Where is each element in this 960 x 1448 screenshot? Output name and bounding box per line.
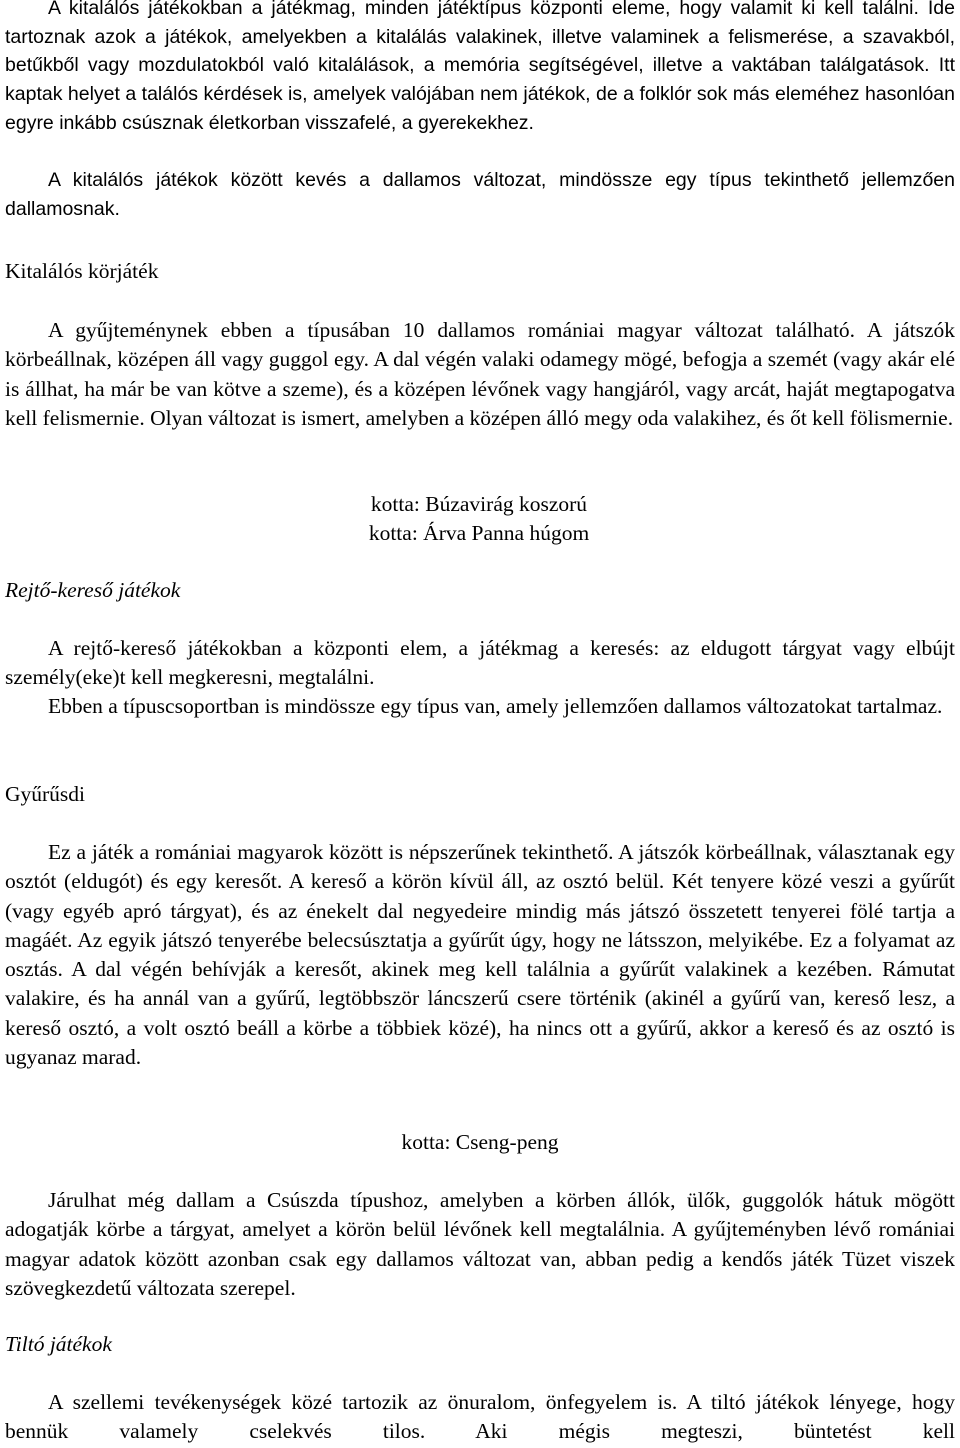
intro-paragraph-1: A kitalálós játékokban a játékmag, minden játéktípus központi eleme, hogy valamit ki kell találni. Ide tartoznak azok a játékok, amelyekben a kitalálás valakinek, illetve valaminek a felismerése, a szavakból, betűkből vagy mozdulatokból való kitalálások, a memória segítségével, illetve a vaktában találgatások. Itt kaptak helyet a találós kérdések is, amelyek valójában nem játékok, de a folklór sok más eleméhez hasonlóan egyre inkább csúsznak életkorban visszafelé, a gyerekekhez. xyxy=(5,0,955,134)
intro-paragraph-2: A kitalálós játékok között kevés a dallamos változat, mindössze egy típus tekinthető jellemzően dallamosnak. xyxy=(5,169,955,220)
section-heading-kitalalos-korjatek: Kitalálós körjáték xyxy=(5,259,159,283)
gyurusdi-body: Ez a játék a romániai magyarok között is népszerűnek tekinthető. A játszók körbeállnak, választanak egy osztót (eldugót) és egy keresőt. A kereső a körön kívül áll, az osztó belül. Két tenyere közé veszi a gyűrűt (vagy egyéb apró tárgyat), és az énekelt dal negyedeire mindig más játszó összetett tenyerei fölé tartja a magáét. Az egyik játszó tenyerébe belecsúsztatja a gyűrűt úgy, hogy ne látsszon, melyikébe. Ez a folyamat az osztás. A dal végén behívják a keresőt, akinek meg kell találnia a gyűrűt valakinek a kezében. Rámutat valakire, és ha annál van a gyűrű, legtöbbször láncszerű csere történik (akinél a gyűrű van, kereső lesz, a kereső osztó, a volt osztó beáll a körbe a többiek közé), ha nincs ott a gyűrű, akkor a kereső és az osztó is ugyanaz marad. xyxy=(5,840,955,1070)
tilto-body: A szellemi tevékenységek közé tartozik az önuralom, önfegyelem is. A tiltó játékok lényege, hogy bennük valamely cselekvés tilos. Aki mégis megteszi, büntetést kell xyxy=(5,1390,955,1444)
section-heading-tilto: Tiltó játékok xyxy=(5,1332,112,1356)
kitalalos-korjatek-body: A gyűjteménynek ebben a típusában 10 dallamos romániai magyar változat található. A játszók körbeállnak, középen áll vagy guggol egy. A dal végén valaki odamegy mögé, befogja a szemét (vagy akár elé is állhat, ha már be van kötve a szeme), és a középen lévőnek vagy hangjáról, vagy arcát, haját megtapogatva kell felismernie. Olyan változat is ismert, amelyben a középen álló megy oda valakihez, és őt kell fölismernie. xyxy=(5,318,955,430)
rejto-kereso-body-1: A rejtő-kereső játékokban a központi elem, a játékmag a keresés: az eldugott tárgyat vagy elbújt személy(eke)t kell megkeresni, megtalálni. xyxy=(5,636,955,690)
kotta-buzavirag-koszoru: kotta: Búzavirág koszorú xyxy=(370,492,588,516)
rejto-kereso-body-2: Ebben a típuscsoportban is mindössze egy típus van, amely jellemzően dallamos változatokat tartalmaz. xyxy=(48,694,943,718)
gyurusdi-body-2: Járulhat még dallam a Csúszda típushoz, amelyben a körben állók, ülők, guggolók hátuk mögött adogatják körbe a tárgyat, amelyet a körön belül lévőnek kell megtalálnia. A gyűjteményben lévő romániai magyar adatok között azonban csak egy dallamos változat van, abban pedig a kendős játék Tüzet viszek szövegkezdetű változata szerepel. xyxy=(5,1188,955,1300)
section-heading-gyurusdi: Gyűrűsdi xyxy=(5,782,86,806)
kotta-arva-panna-hugom: kotta: Árva Panna húgom xyxy=(368,521,590,545)
kotta-cseng-peng: kotta: Cseng-peng xyxy=(401,1130,559,1154)
section-heading-rejto-kereso: Rejtő-kereső játékok xyxy=(5,578,181,602)
